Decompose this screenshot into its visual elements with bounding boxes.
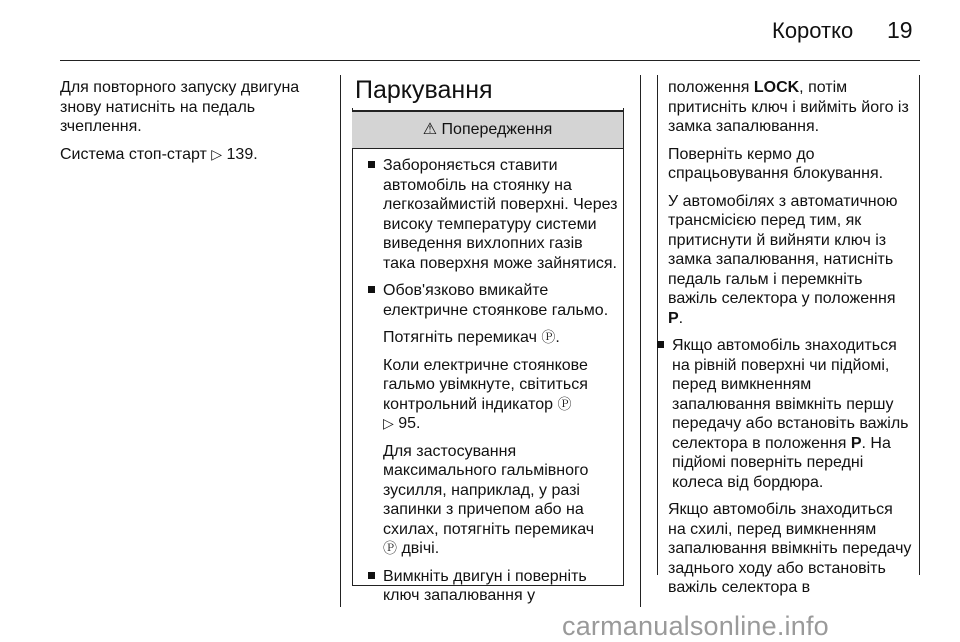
- right-column: [668, 78, 912, 606]
- warning-indicator-text: [366, 356, 618, 434]
- warning-max-brake: [366, 442, 618, 559]
- indicator-text: Коли електричне стоянкове гальмо увімкнуте, світиться контрольний індикатор: [383, 356, 588, 413]
- parking-brake-icon: Ⓟ: [541, 329, 556, 345]
- column-divider-far-right: [919, 75, 920, 575]
- paragraph-slope: Якщо автомобіль знаходиться на схилі, перед вимкненням запалювання ввімкніть передачу заднього ходу або встановіть важіль селектора в: [668, 501, 912, 596]
- lock-label: LOCK: [753, 79, 800, 96]
- pull-switch-text: Потягніть перемикач: [383, 329, 537, 346]
- watermark: carmanualsonline.info: [562, 611, 829, 641]
- lock-position-text: положення: [668, 79, 750, 96]
- indicator-page-ref: 95.: [398, 415, 421, 432]
- reference-arrow-icon: ▷: [211, 145, 223, 162]
- warning-bullet-parking-brake: Обов'язково вмикайте електричне стоянкове гальмо.: [366, 281, 618, 320]
- stop-start-page-ref: 139.: [226, 145, 258, 163]
- reference-arrow-icon: ▷: [383, 415, 394, 431]
- page-header-title: Коротко: [772, 18, 854, 43]
- parking-brake-icon: Ⓟ: [383, 540, 397, 556]
- paragraph-lock-position: [668, 78, 912, 137]
- page-number: 19: [887, 17, 913, 43]
- column-divider-left: [340, 75, 341, 607]
- automatic-transmission-text: У автомобілях з автоматичною трансмісією перед тим, як притиснути й вийняти ключ із замка запалювання, натисніть педаль гальм і перемкніть важіль селектора у положення: [668, 192, 898, 307]
- column-divider-right: [640, 75, 641, 607]
- warning-pull-switch: Потягніть перемикач Ⓟ.: [383, 329, 560, 346]
- warning-content: [366, 156, 618, 614]
- paragraph-stop-start: [60, 145, 335, 165]
- parking-brake-icon: Ⓟ: [557, 395, 572, 412]
- paragraph-automatic-transmission: [668, 192, 912, 329]
- automatic-transmission-end: .: [678, 309, 684, 327]
- stop-start-text: Система стоп-старт: [60, 145, 207, 163]
- section-title: Паркування: [355, 76, 493, 104]
- warning-bullet-engine-off: Вимкніть двигун і поверніть ключ запалювання у: [366, 567, 618, 606]
- header-divider: [60, 60, 920, 61]
- max-brake-end: двічі.: [401, 540, 440, 557]
- warning-triangle-icon: ⚠: [422, 121, 438, 138]
- left-column: [60, 78, 335, 172]
- p-position-label: P: [668, 309, 679, 327]
- warning-bullet-surface: Забороняється ставити автомобіль на стоянку на легкозаймистій поверхні. Через високу температуру системи виведення вихлопних газів така поверхня може зайнятися.: [366, 156, 618, 273]
- column-divider-right-inner: [657, 75, 658, 575]
- paragraph-engine-restart: Для повторного запуску двигуна знову натисніть на педаль зчеплення.: [60, 79, 300, 135]
- warning-heading-text: Попередження: [441, 121, 553, 138]
- level-surface-text-end: . На підйомі поверніть передні колеса від бордюра.: [672, 434, 891, 491]
- lock-position-text-end: , потім притисніть ключ і вийміть його із замка запалювання.: [668, 79, 909, 135]
- p-position-label: P: [850, 434, 862, 452]
- max-brake-text: Для застосування максимального гальмівного зусилля, наприклад, у разі запинки з причепом або на схилах, потягніть перемикач: [383, 442, 595, 538]
- warning-heading: [352, 110, 623, 149]
- level-surface-text: Якщо автомобіль знаходиться на рівній поверхні чи підйомі, перед вимкненням запалювання ввімкніть першу передачу або встановіть важіль селектора в положення: [672, 337, 909, 452]
- bullet-level-surface: [655, 336, 912, 492]
- paragraph-steering-lock: Поверніть кермо до спрацьовування блокування.: [668, 145, 884, 182]
